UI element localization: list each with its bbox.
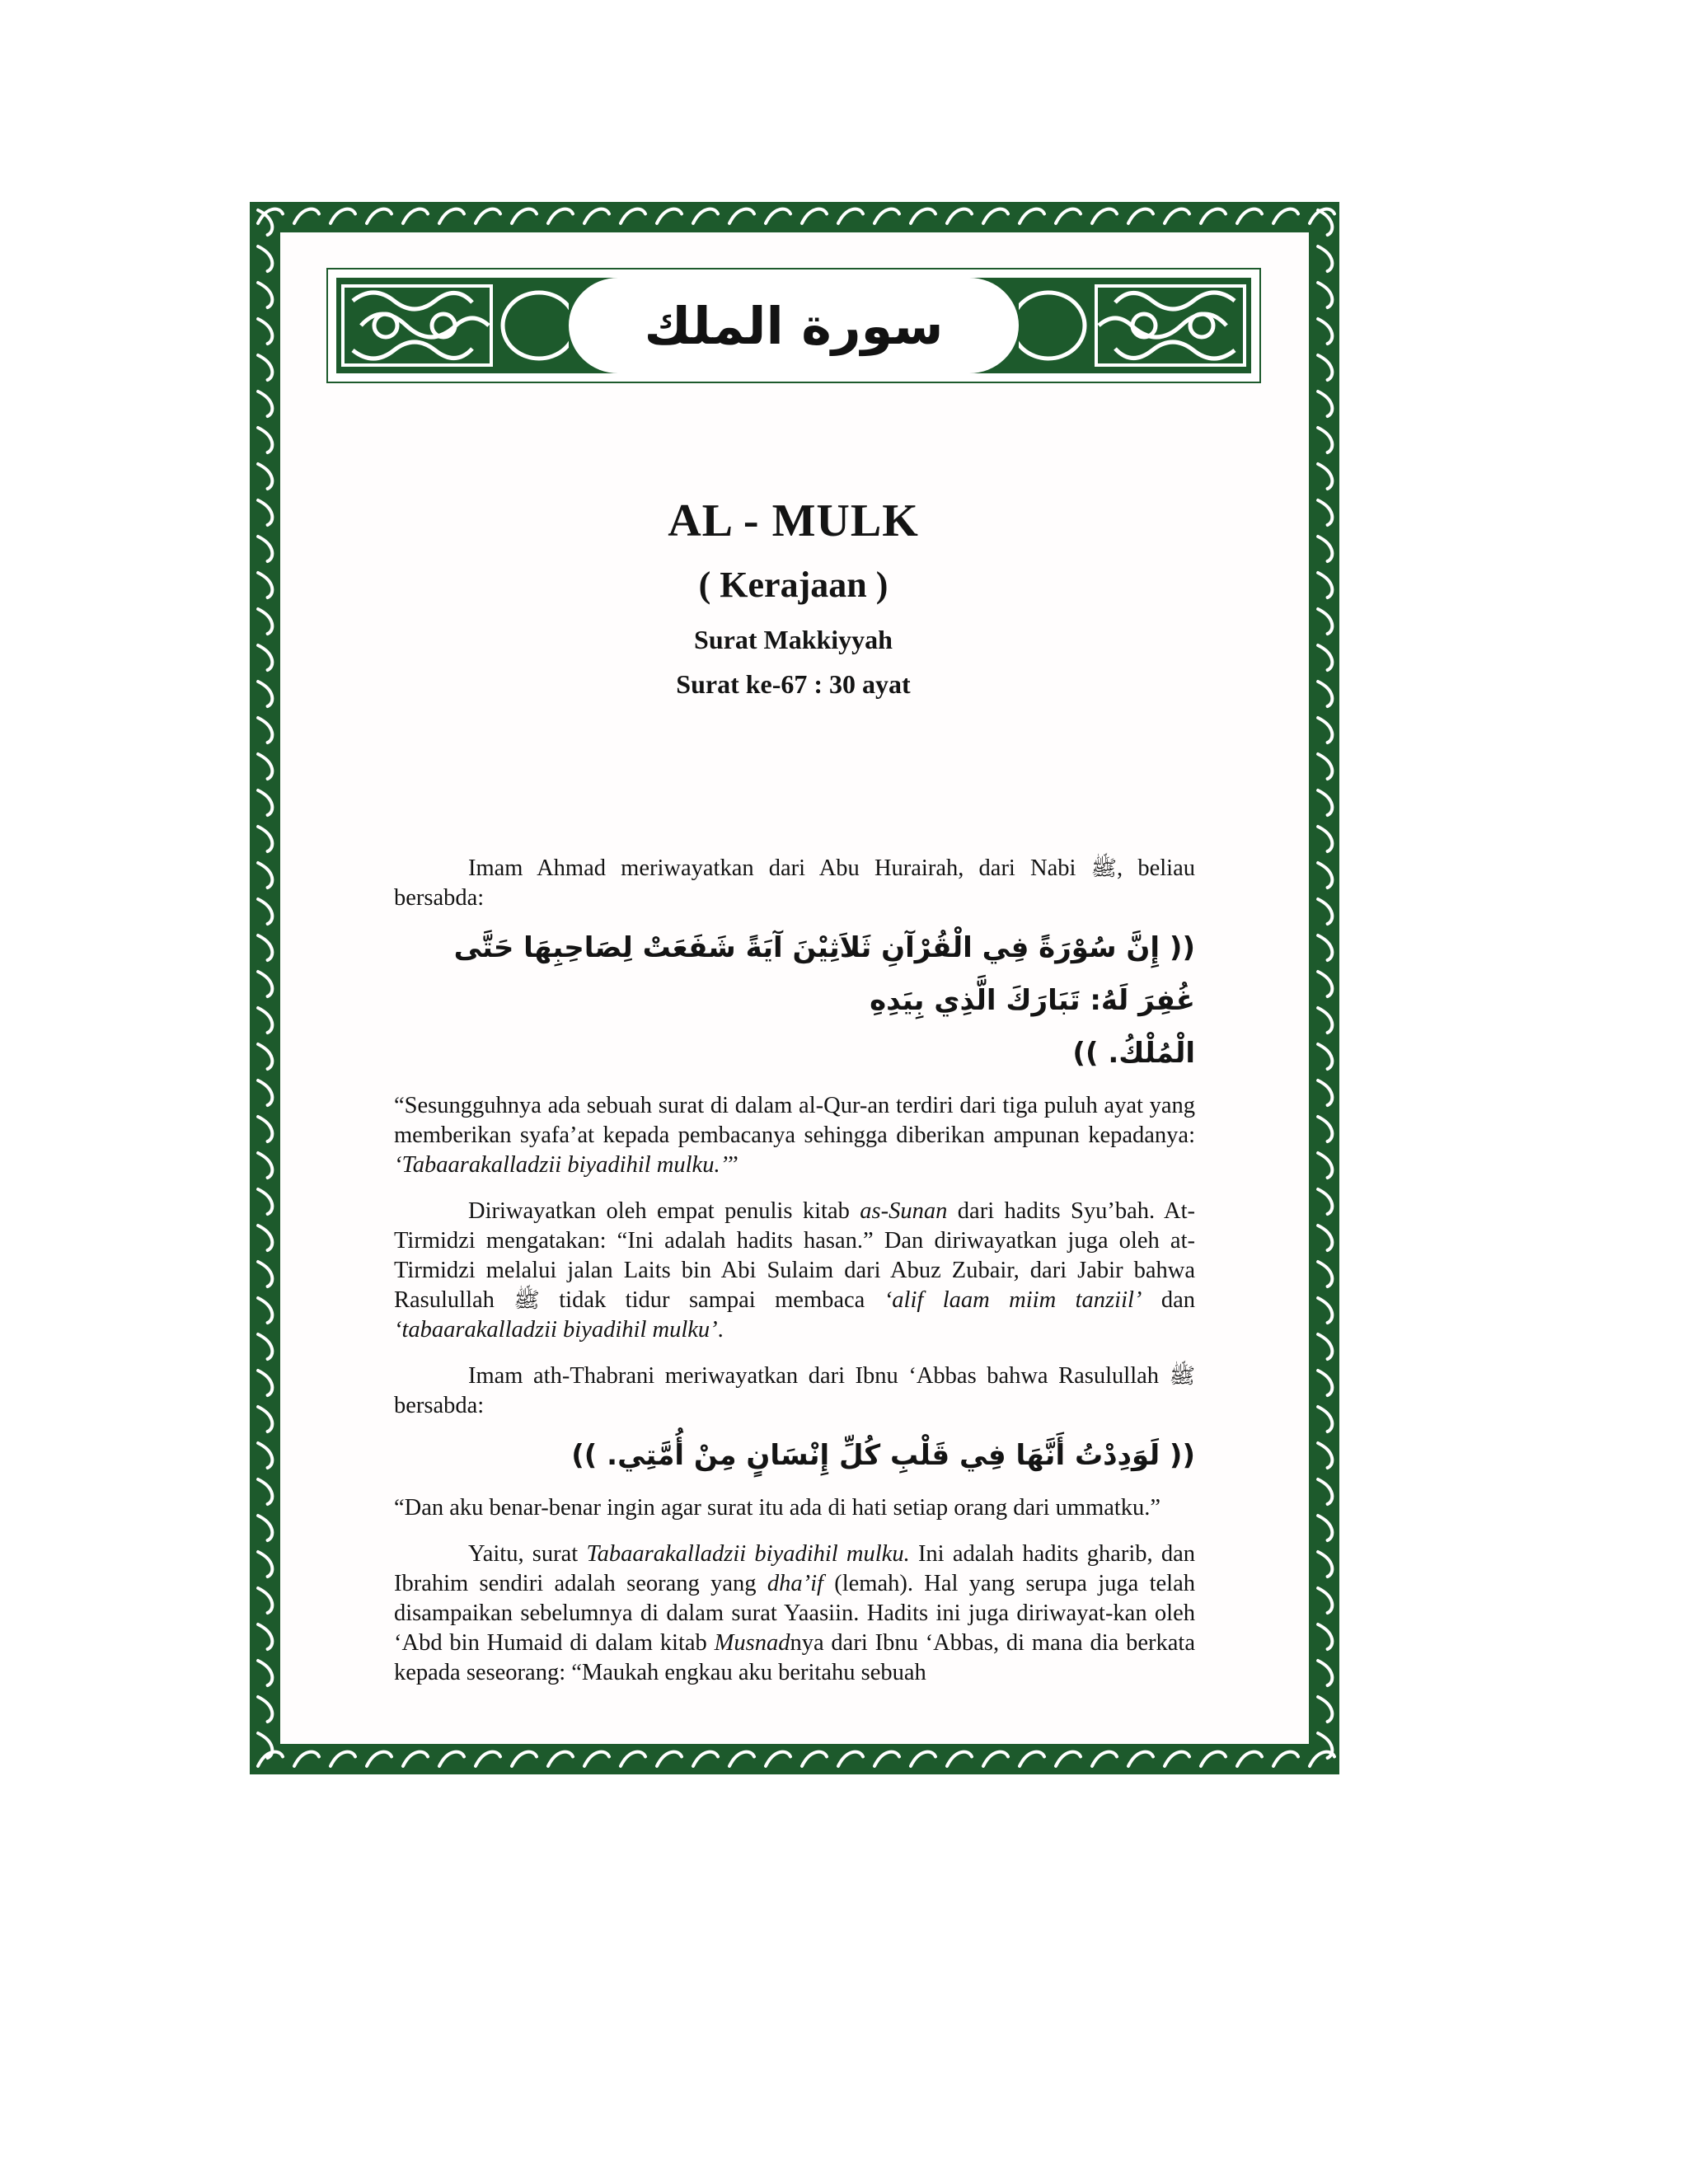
text-span: . [717,1317,724,1343]
surah-subtitle: ( Kerajaan ) [698,565,889,605]
paragraph [394,1197,1195,1345]
header-banner [336,278,1251,373]
rope-border-top [250,202,1339,232]
text-span: tidak tidur sampai membaca [539,1287,884,1313]
left-arabesque-ornament [336,278,569,373]
rope-border-right [1310,202,1339,1774]
text-span: , beliau bersabda: [394,855,1195,911]
italic-text: ‘Tabaarakalladzii biyadihil mulku.’ [394,1152,729,1178]
text-span: Ini adalah hadits gharib, dan Ibrahim sendiri adalah seorang yang [394,1541,1195,1596]
surah-title: AL - MULK [668,495,919,546]
paragraph [394,1540,1195,1688]
text-span: bersabda: [394,1393,485,1418]
text-span: (lemah). Hal yang serupa juga telah disampaikan sebelumnya di dalam surat Yaasiin. Hadits ini juga diriwayat-kan oleh ‘Abd bin Humaid di dalam kitab [394,1571,1195,1656]
surah-number: Surat ke-67 : 30 ayat [676,669,911,699]
surah-type: Surat Makkiyyah [694,625,893,654]
text-span: Diriwayatkan oleh empat penulis kitab [468,1198,860,1224]
body-text [394,854,1195,1688]
arabic-line: (( إِنَّ سُوْرَةً فِي الْقُرْآنِ ثَلاَثِيْنَ آيَةً شَفَعَتْ لِصَاحِبِهَا حَتَّى غُفِرَ لَهُ: تَبَارَكَ الَّذِي بِيَدِهِ [453,931,1195,1017]
paragraph [394,854,1195,913]
paragraph [394,1091,1195,1180]
right-arabesque-ornament [1019,278,1251,373]
salawat-symbol: ﷺ [1169,1364,1195,1389]
arabic-line: الْمُلْكُ. )) [1072,1037,1195,1070]
rope-border-bottom [250,1745,1339,1774]
paragraph: “Dan aku benar-benar ingin agar surat itu ada di hati setiap orang dari ummatku.” [394,1495,1161,1521]
text-span: nya dari Ibnu ‘Abbas, di mana dia berkata kepada seseorang: “Maukah engkau aku beritahu sebuah [394,1630,1195,1685]
arabic-line: (( لَوَدِدْتُ أَنَّهَا فِي قَلْبِ كُلِّ إِنْسَانٍ مِنْ أُمَّتِي. )) [571,1439,1195,1472]
salawat-symbol: ﷺ [513,1288,540,1313]
italic-text: as-Sunan [860,1198,948,1224]
italic-text: ‘alif laam miim tanziil’ [884,1287,1142,1313]
text-span: Yaitu, surat [468,1541,587,1567]
text-span: dari hadits Syu’bah. At-Tirmidzi mengatakan: “Ini adalah hadits hasan.” Dan diriwayatkan juga oleh at-Tirmidzi melalui jalan Laits bin Abi Sulaim dari Abuz Zubair, dari Jabir bahwa Rasulullah [394,1198,1196,1313]
arabic-surah-title: سورة الملك [644,295,944,356]
italic-text: ‘tabaarakalladzii biyadihil mulku’ [394,1317,718,1343]
text-span: Imam Ahmad meriwayatkan dari Abu Hurairah, dari Nabi [468,855,1091,881]
arabic-hadith-quote [394,1429,1195,1482]
paragraph [394,1361,1195,1421]
italic-text: Tabaarakalladzii biyadihil mulku. [586,1541,910,1567]
text-span: Imam ath-Thabrani meriwayatkan dari Ibnu ‘Abbas bahwa Rasulullah [468,1363,1170,1389]
text-span: ” [728,1152,738,1178]
arabic-hadith-quote [394,921,1195,1080]
text-span: “Sesungguhnya ada sebuah surat di dalam al-Qur-an terdiri dari tiga puluh ayat yang memberikan syafa’at kepada pembacanya sehingga diberikan ampunan kepadanya: [394,1093,1195,1148]
rope-border-left [250,202,279,1774]
text-span: dan [1142,1287,1195,1313]
salawat-symbol: ﷺ [1090,856,1118,881]
italic-text: Musnad [714,1630,790,1656]
banner-title-cartouche [569,278,1019,373]
italic-text: dha’if [767,1571,823,1596]
